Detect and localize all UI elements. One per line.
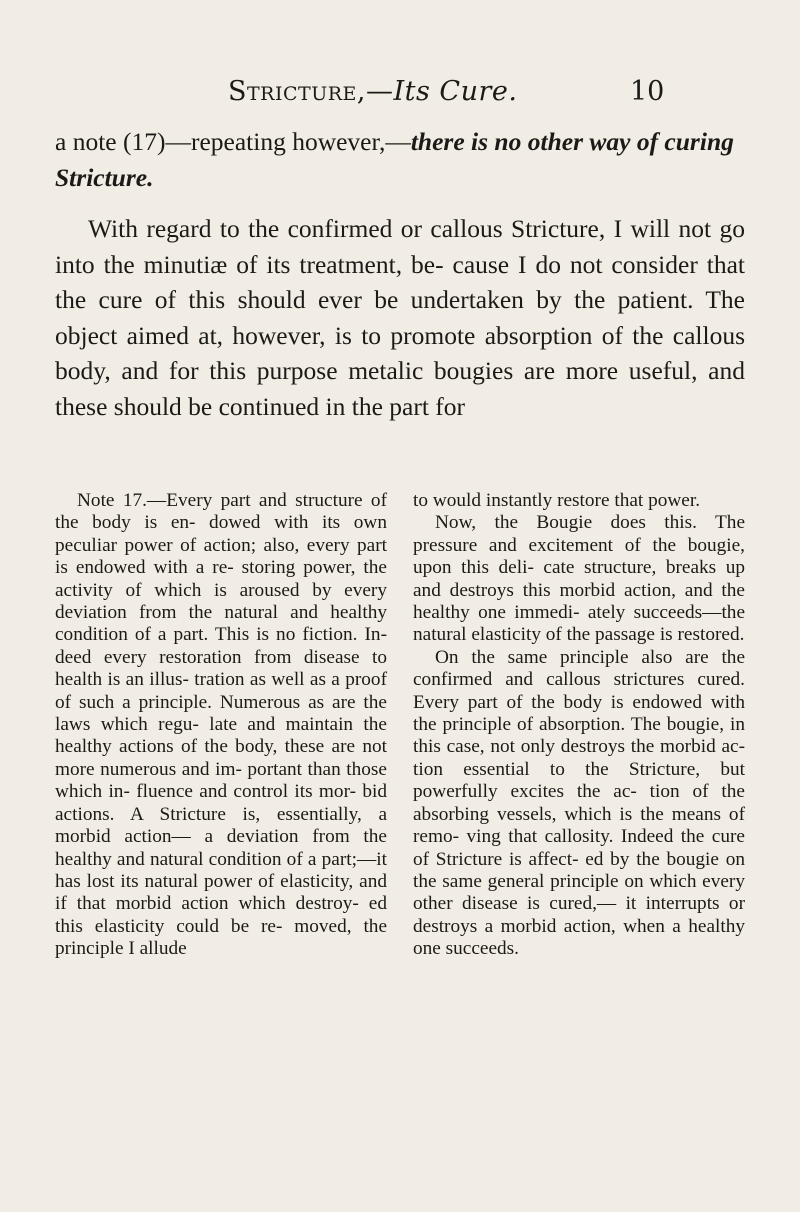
footnote-right-column bbox=[413, 490, 745, 1190]
paragraph-1-emphasis: there is no other way of curing Stricture. bbox=[55, 127, 734, 192]
footnote-right-para-1: to would instantly restore that power. bbox=[413, 490, 701, 511]
paragraph-1 bbox=[55, 124, 745, 195]
footnote-left-column bbox=[55, 490, 387, 1190]
paragraph-1-start: a note (17)—repeating however,— bbox=[55, 127, 411, 156]
running-title-italic: Its Cure. bbox=[393, 76, 518, 107]
footnote-left-text: Note 17.—Every part and structure of the body is en- dowed with its own peculiar power of action; also, every part is endowed with a re- storing power, the activity of which is aroused by every deviation from the natural and healthy condition of a part. This is no fiction. In- deed every restoration from disease to health is an illus- tration as well as a proof of such a principle. Numerous as are the laws which regu- late and maintain the healthy actions of the body, these are not more numerous and im- portant than those which in- fluence and control its mor- bid actions. A Stricture is, essentially, a morbid action— a deviation from the healthy and natural condition of a part;—it has lost its natural power of elasticity, and if that morbid action which destroy- ed this elasticity could be re- moved, the principle I allude bbox=[55, 490, 387, 960]
main-text bbox=[55, 124, 745, 424]
page-number: 10 bbox=[630, 76, 665, 107]
page-header bbox=[0, 76, 800, 116]
paragraph-2: With regard to the confirmed or callous Stricture, I will not go into the minutiæ of its treatment, be- cause I do not consider that the cure of this should ever be undertaken by the patient. The object aimed at, however, is to promote absorption of the callous body, and for this purpose metalic bougies are more useful, and these should be continued in the part for bbox=[55, 214, 745, 421]
running-title-dash: — bbox=[365, 76, 394, 107]
footnote-right-para-3: On the same principle also are the confirmed and callous strictures cured. Every part of the body is endowed with the principle of absorption. The bougie, in this case, not only destroys the morbid ac- tion essential to the Stricture, but powerfully excites the ac- tion of the absorbing vessels, which is the means of remo- ving that callosity. Indeed the cure of Stricture is affect- ed by the bougie on the same general principle on which every other disease is cured,— it interrupts or destroys a morbid action, when a healthy one succeeds. bbox=[413, 646, 745, 960]
running-title bbox=[228, 76, 517, 107]
footnote-block bbox=[55, 490, 745, 1190]
running-title-main: Stricture, bbox=[228, 76, 366, 107]
footnote-right-para-2: Now, the Bougie does this. The pressure and excitement of the bougie, upon this deli- cate structure, breaks up and destroys this morbid action, and the healthy one immedi- ately succeeds—the natural elasticity of the passage is restored. bbox=[413, 512, 745, 646]
